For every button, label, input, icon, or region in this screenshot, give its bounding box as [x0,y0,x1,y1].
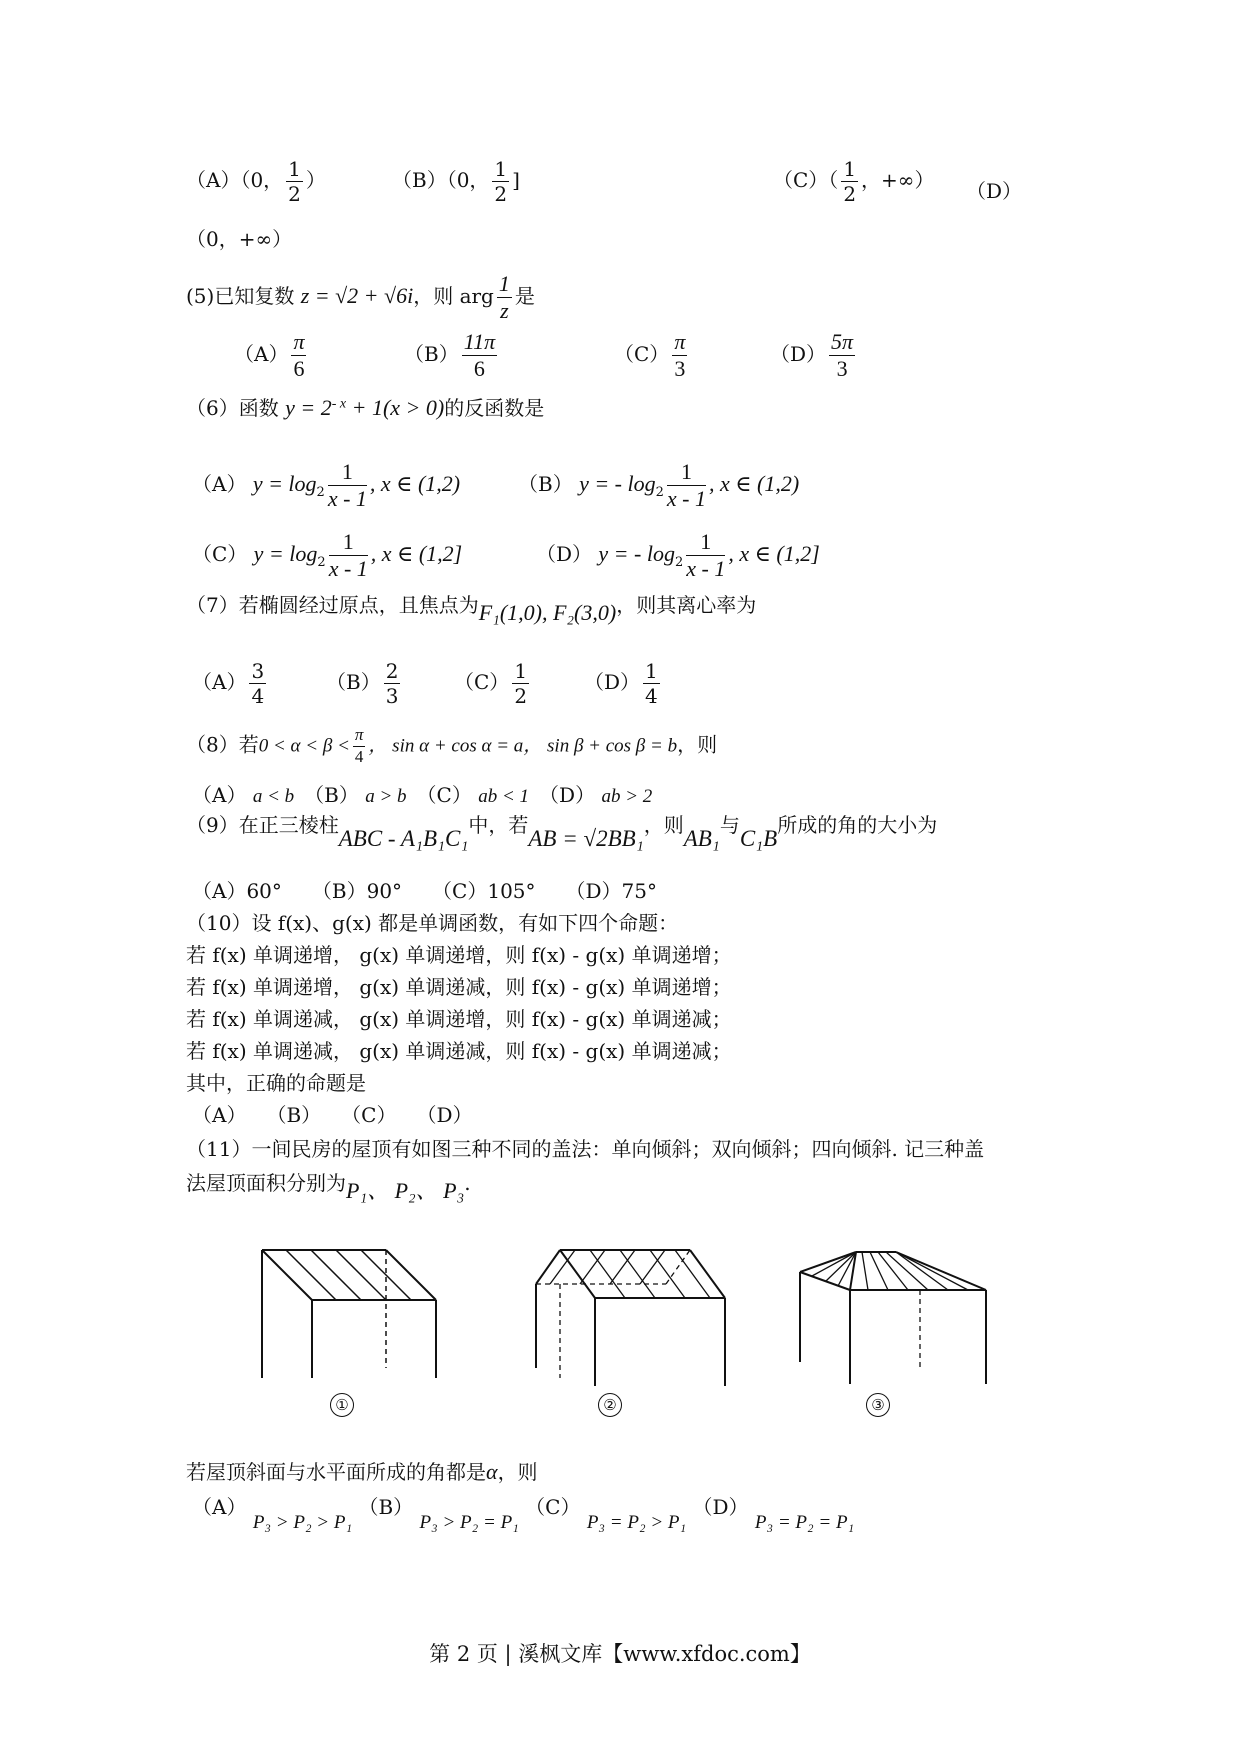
q11-option-d: （D） [692,1495,749,1519]
q6-option-c: （C） [192,542,248,567]
figure-3-label: ③ [866,1393,890,1417]
q7-option-c-line [454,660,532,707]
q10-proposition-1: 若 f(x) 单调递增， g(x) 单调递增，则 f(x) - g(x) 单调递增； [186,943,732,967]
q6-b-eq: y = - log [579,471,656,497]
q6-c-eq: y = log [253,541,318,567]
q6-c-base: 2 [317,555,326,571]
q5-option-c: （C） [614,342,670,367]
q5-d-den: 3 [836,356,848,382]
q6-a-num: 1 [328,460,367,486]
q8-eq1: 0 < α < β < [258,735,350,757]
q5-den: z [500,298,509,324]
q9-mid3: 与 [719,813,740,837]
q7-option-d: （D） [584,670,641,694]
q5-stem [186,272,535,323]
q4-options [186,158,326,205]
q6-option-d: （D） [536,542,593,567]
q6-a-eq: y = log [252,471,317,497]
q9-eq1: ABC - A₁B₁C₁ [338,826,469,851]
q5-option-c-line [614,330,690,381]
q7-c-den: 2 [514,684,528,708]
q11-c-eq: P₃ = P₂ > P₁ [586,1512,687,1533]
q6-eq2: + 1(x > 0) [346,395,445,420]
q9-mid: 中，若 [468,813,529,837]
q6-b-den: x - 1 [666,486,706,512]
q8-c-eq: ab < 1 [478,786,530,807]
q11-d-eq: P₃ = P₂ = P₁ [754,1512,855,1533]
q5-option-b: （B） [404,342,459,367]
q4-option-a: （A）（0， [186,168,284,192]
q7-option-b: （B） [326,670,381,694]
q8-a-eq: a < b [252,786,295,807]
q5-stem-text: (5)已知复数 [186,284,295,309]
q7-a-den: 4 [251,684,265,708]
q6-d-den: x - 1 [686,556,726,582]
figure-1-label: ① [330,1393,354,1417]
q7-option-a: （A） [192,670,247,694]
q5-a-num: π [291,330,306,356]
q8-pi-num: π [353,726,366,747]
q6-b-base: 2 [655,485,664,501]
q11-condition-end: ，则 [497,1460,538,1484]
q6-end: 的反函数是 [444,396,545,420]
q7-option-b-line [326,660,403,707]
q5-c-den: 3 [674,356,686,382]
q8-option-b: （B） [314,783,359,807]
q5-eq: z = √2 + √6i [300,283,414,309]
q11-stem-line1: （11）一间民房的屋顶有如图三种不同的盖法：单向倾斜；双向倾斜；四向倾斜. 记三种盖 [186,1137,985,1161]
q7-d-num: 1 [645,659,658,683]
q5-options [234,330,309,381]
q11-condition-text: 若屋顶斜面与水平面所成的角都是 [186,1460,486,1484]
q6-a-base: 2 [316,485,325,501]
q8-eq2: ， sin α + cos α = a [368,735,524,757]
roof-figure-1 [256,1248,446,1380]
q5-num: 1 [497,272,512,298]
q9-eq2: AB = √2BB₁ [528,826,644,851]
q8-end: ，则 [677,732,718,757]
q4-a-end: ） [305,168,326,192]
q6-stem [186,396,544,420]
q6-c-num: 1 [329,530,368,556]
q7-option-c: （C） [454,670,510,694]
q7-stem [186,594,756,625]
q4-option-d-value: （0，+∞） [186,227,293,251]
q10-proposition-4: 若 f(x) 单调递减， g(x) 单调递减，则 f(x) - g(x) 单调递减； [186,1039,732,1063]
q4-option-b-line [392,158,520,205]
q5-end: 是 [514,284,535,309]
q7-end: ，则其离心率为 [616,593,757,617]
q11-a-eq: P₃ > P₂ > P₁ [252,1512,353,1533]
roof-figure-3 [796,1250,990,1386]
q10-options: （A） （B） （C） （D） [192,1103,473,1127]
q11-eq: P₁、 P₂、 P₃ [346,1178,465,1203]
q5-option-d-line [770,330,858,381]
q9-options: （A）60° （B）90° （C）105° （D）75° [192,879,657,903]
q11-alpha: α [486,1459,498,1484]
q7-options [192,660,269,707]
q7-a-num: 3 [251,659,265,683]
q8-stem [186,726,717,766]
q11-options [192,1496,854,1546]
q4-option-b: （B）（0， [392,168,490,192]
q10-stem: （10）设 f(x)、g(x) 都是单调函数，有如下四个命题： [186,911,679,935]
q6-exp: - x [331,396,347,412]
q8-b-eq: a > b [365,786,407,807]
q4-b-den: 2 [494,182,508,206]
roof-figure-2 [530,1248,740,1388]
q7-b-den: 3 [385,684,399,708]
q4-option-c: （C）（ [773,168,839,192]
q6-a-den: x - 1 [327,486,367,512]
q9-eq4: C₁B [739,826,778,851]
q4-b-end: ] [512,168,520,192]
q7-stem-text: （7）若椭圆经过原点，且焦点为 [186,593,479,617]
q8-option-c: （C） [426,783,472,807]
q6-option-b: （B） [518,472,573,497]
q10-proposition-2: 若 f(x) 单调递增， g(x) 单调递减，则 f(x) - g(x) 单调递增； [186,975,732,999]
q6-b-range: , x ∈ (1,2) [709,471,800,497]
q5-b-den: 6 [473,356,485,382]
q6-d-base: 2 [674,555,684,571]
q5-option-d: （D） [770,342,827,367]
q11-option-a: （A） [192,1495,247,1519]
q6-c-den: x - 1 [328,556,368,582]
q8-pi-den: 4 [354,746,364,766]
q6-b-num: 1 [667,460,706,486]
q7-eq: F₁(1,0), F₂(3,0) [478,600,617,625]
q5-d-num: 5π [829,330,855,356]
q6-option-b-line [518,460,799,511]
q11-stem-line2 [186,1172,471,1203]
q8-eq3: ， sin β + cos β = b [523,735,678,757]
q11-stem-text: 法屋顶面积分别为 [186,1171,346,1195]
q5-c-num: π [672,330,687,356]
q7-b-num: 2 [385,659,399,683]
q4-c-end: ，+∞） [861,168,935,192]
q9-eq3: AB₁ [683,826,720,851]
q4-c-num: 1 [843,157,857,181]
q6-option-d-line [536,530,820,581]
q9-stem-text: （9）在正三棱柱 [186,813,339,837]
q6-c-range: , x ∈ (1,2] [370,541,463,567]
q7-d-den: 4 [645,684,658,708]
q8-option-a: （A） [192,783,247,807]
q8-options [192,784,652,808]
q9-end: 所成的角的大小为 [777,813,938,837]
q9-stem [186,814,937,851]
q4-a-num: 1 [288,157,301,181]
q5-a-den: 6 [293,356,305,382]
q6-option-a-line [192,460,460,511]
q6-option-a: （A） [192,472,247,497]
q11-option-b: （B） [358,1495,414,1519]
q11-b-eq: P₃ > P₂ = P₁ [419,1512,519,1533]
q4-b-num: 1 [494,157,508,181]
q11-end: . [464,1171,471,1195]
q5-option-b-line [404,330,500,381]
q4-option-d: （D） [966,179,1023,203]
q8-option-d: （D） [549,783,596,807]
q7-c-num: 1 [514,659,528,683]
q5-option-a: （A） [234,342,289,367]
q10-proposition-3: 若 f(x) 单调递减， g(x) 单调递增，则 f(x) - g(x) 单调递减； [186,1007,732,1031]
q6-stem-text: （6）函数 [186,396,279,420]
q6-d-eq: y = - log [598,541,675,567]
q6-option-c-line [192,530,462,581]
q10-question: 其中，正确的命题是 [186,1071,366,1095]
q11-condition [186,1460,538,1484]
q6-a-range: , x ∈ (1,2) [369,471,461,497]
q5-b-num: 11π [462,330,497,356]
page-footer: 第 2 页 | 溪枫文库【www.xfdoc.com】 [429,1642,811,1666]
q4-option-c-line [773,158,934,205]
q6-d-num: 1 [686,530,725,556]
q4-a-den: 2 [288,182,301,206]
q8-d-eq: ab > 2 [601,786,653,807]
figure-2-label: ② [598,1393,622,1417]
q6-d-range: , x ∈ (1,2] [728,541,820,567]
q4-c-den: 2 [843,182,857,206]
q7-option-d-line [584,660,663,707]
q9-mid2: ，则 [643,813,684,837]
q6-eq: y = 2 [285,395,332,420]
q11-option-c: （C） [525,1495,581,1519]
q5-mid: ，则 arg [413,284,494,309]
q8-stem-text: （8）若 [186,732,259,757]
